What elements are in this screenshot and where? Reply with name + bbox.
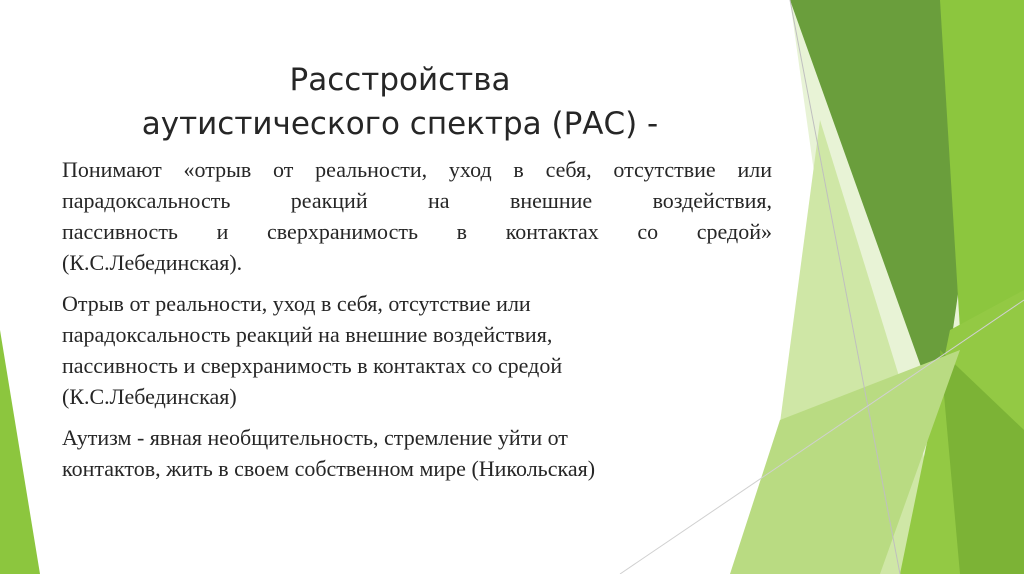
title-line-2: аутистического спектра (РАС) - xyxy=(141,106,659,142)
paragraph-line: пассивность и сверхранимость в контактах со средой» xyxy=(62,219,772,244)
paragraph-line: парадоксальность реакций на внешние воздействия, xyxy=(62,188,772,213)
title-line-1: Расстройства xyxy=(289,62,511,98)
paragraph-line: Аутизм - явная необщительность, стремление уйти от xyxy=(62,425,568,450)
paragraph-definition-1 xyxy=(62,154,772,278)
slide-title xyxy=(100,58,700,146)
paragraph-definition-3 xyxy=(62,422,772,484)
paragraph-line: пассивность и сверхранимость в контактах со средой xyxy=(62,353,563,378)
paragraph-line: контактов, жить в своем собственном мире (Никольская) xyxy=(62,456,596,481)
paragraph-line: (К.С.Лебединская). xyxy=(62,250,243,275)
paragraph-line: парадоксальность реакций на внешние воздействия, xyxy=(62,322,553,347)
slide-body xyxy=(62,154,772,494)
paragraph-line: Отрыв от реальности, уход в себя, отсутствие или xyxy=(62,291,531,316)
paragraph-line: (К.С.Лебединская) xyxy=(62,384,237,409)
left-green-stripe xyxy=(0,330,40,574)
paragraph-line: Понимают «отрыв от реальности, уход в себя, отсутствие или xyxy=(62,157,772,182)
paragraph-definition-2 xyxy=(62,288,772,412)
